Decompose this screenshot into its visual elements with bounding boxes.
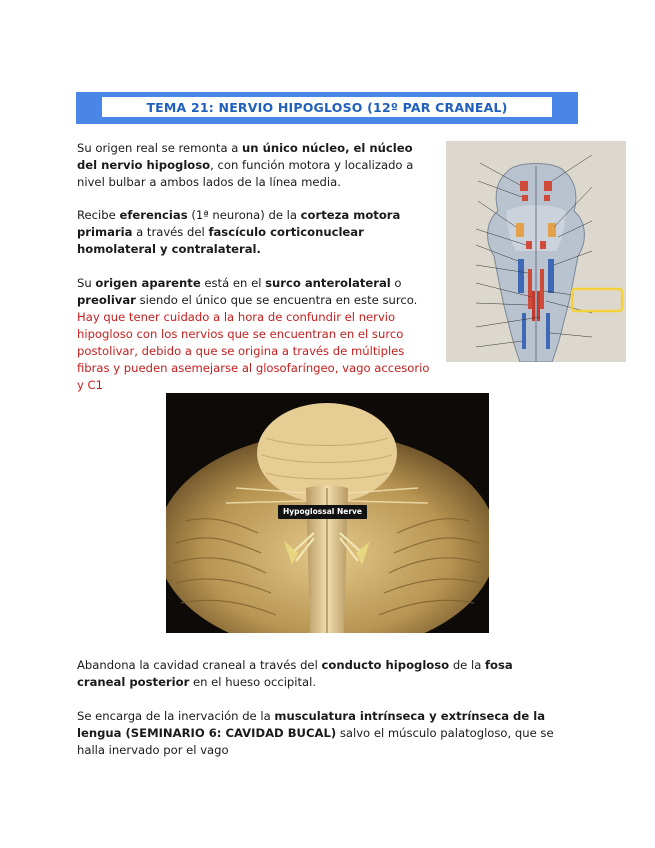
p5-bold-musculatura: musculatura intrínseca y extrínseca de la lengua (SEMINARIO 6: CAVIDAD BUCAL) <box>77 709 546 740</box>
paragraph-eferencias <box>77 207 439 258</box>
warning-note-red: Hay que tener cuidado a la hora de confundir el nervio hipogloso con los nervios que se encuentran en el surco postolivar, debido a que se origina a través de múltiples fibras y pueden asemejarse al glosofaríngeo, vago accesorio y C1 <box>77 310 430 392</box>
page-title: TEMA 21: NERVIO HIPOGLOSO (12º PAR CRANEAL) <box>102 97 552 117</box>
title-banner <box>76 92 578 124</box>
p3-bold-surco: surco anterolateral <box>265 276 391 290</box>
p4-bold-fosa: fosa craneal posterior <box>77 658 513 689</box>
p3-text-e: o <box>390 276 402 290</box>
p2-bold-corteza: corteza motora primaria <box>77 208 401 239</box>
p3-bold-preolivar: preolivar <box>77 293 136 307</box>
p1-bold-nucleus: un único núcleo, el núcleo del nervio hipogloso <box>77 141 413 172</box>
p4-text-c: de la <box>449 658 486 672</box>
p4-bold-conducto: conducto hipogloso <box>321 658 450 672</box>
p1-text-c: , con función motora y localizado a nivel bulbar a ambos lados de la línea media. <box>77 158 414 189</box>
paragraph-inervacion <box>77 708 577 759</box>
paragraph-conducto <box>77 657 557 691</box>
p5-text-a: Se encarga de la inervación de la <box>77 709 275 723</box>
p4-text-a: Abandona la cavidad craneal a través del <box>77 658 322 672</box>
p2-bold-eferencias: eferencias <box>119 208 188 222</box>
paragraph-origen-aparente <box>77 275 439 394</box>
brainstem-nuclei-diagram <box>446 141 626 362</box>
p2-text-e: a través del <box>132 225 209 239</box>
p3-text-a: Su <box>77 276 96 290</box>
p4-text-e: en el hueso occipital. <box>189 675 317 689</box>
p3-text-c: está en el <box>200 276 266 290</box>
p3-bold-origen: origen aparente <box>95 276 201 290</box>
hypoglossal-nerve-label: Hypoglossal Nerve <box>278 505 367 519</box>
paragraph-origin-real <box>77 140 427 191</box>
p5-text-c: salvo el músculo palatogloso, que se halla inervado por el vago <box>77 726 554 757</box>
p2-bold-fasciculo: fascículo corticonuclear homolateral y contralateral. <box>77 225 364 256</box>
brainstem-diagram-svg <box>446 141 626 362</box>
p2-text-a: Recibe <box>77 208 120 222</box>
p1-text-a: Su origen real se remonta a <box>77 141 243 155</box>
p2-text-c: (1ª neurona) de la <box>187 208 301 222</box>
p3-text-g: siendo el único que se encuentra en este surco. <box>135 293 418 307</box>
